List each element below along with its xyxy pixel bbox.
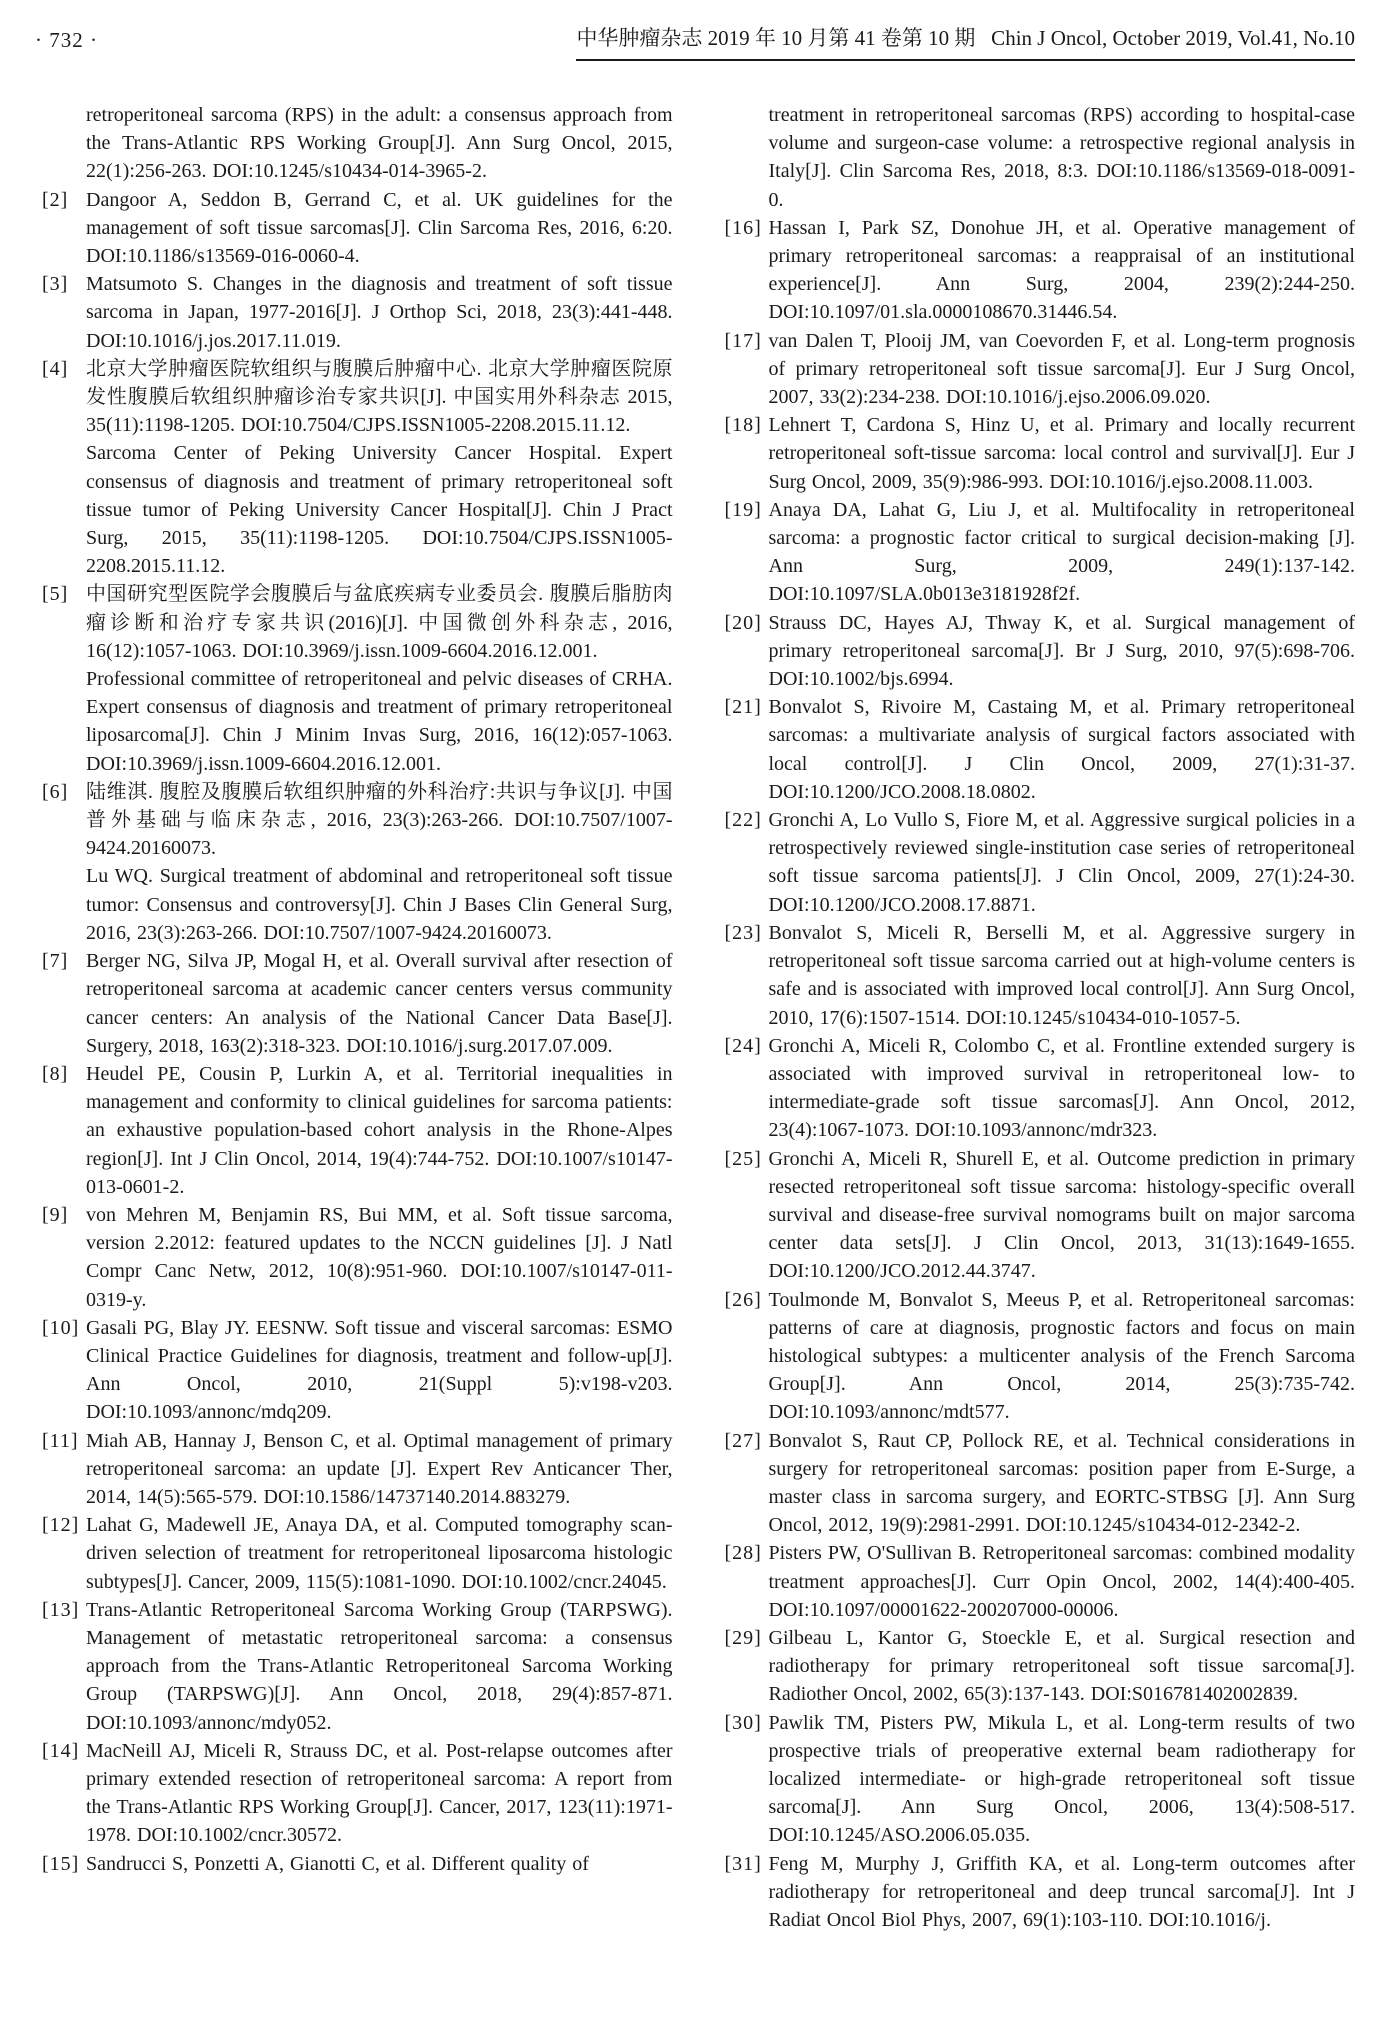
reference-text: Pisters PW, O'Sullivan B. Retroperitoneal sarcomas: combined modality treatment approaches[J]. Curr Opin Oncol, 2002, 14(4):400-405. DOI:10.1097/00001622-200207000-00006. xyxy=(768,1542,1355,1621)
reference-text: Lahat G, Madewell JE, Anaya DA, et al. Computed tomography scan-driven selection of treatment for retroperitoneal liposarcoma histologic subtypes[J]. Cancer, 2009, 115(5):1081-1090. DOI:10.1002/cncr.24045. xyxy=(86,1514,673,1593)
reference-item xyxy=(725,327,1356,412)
reference-item xyxy=(725,1145,1356,1286)
reference-text: Matsumoto S. Changes in the diagnosis and treatment of soft tissue sarcoma in Japan, 1977-2016[J]. J Orthop Sci, 2018, 23(3):441-448. DOI:10.1016/j.jos.2017.11.019. xyxy=(86,273,673,352)
reference-text: Miah AB, Hannay J, Benson C, et al. Optimal management of primary retroperitoneal sarcoma: an update [J]. Expert Rev Anticancer Ther, 2014, 14(5):565-579. DOI:10.1586/14737140.2014.883279. xyxy=(86,1429,673,1508)
reference-text: van Dalen T, Plooij JM, van Coevorden F, et al. Long-term prognosis of primary retroperitoneal soft tissue sarcoma[J]. Eur J Surg Oncol, 2007, 33(2):234-238. DOI:10.1016/j.ejso.2006.09.020. xyxy=(768,329,1355,409)
reference-text: 中国研究型医院学会腹膜后与盆底疾病专业委员会. 腹膜后脂肪肉瘤诊断和治疗专家共识(2016)[J]. 中国微创外科杂志, 2016, 16(12):1057-1063. DOI:10.3969/j.issn.1009-6604.2016.12.001. xyxy=(86,583,673,662)
journal-title-line: 中华肿瘤杂志 2019 年 10 月第 41 卷第 10 期 Chin J Oncol, October 2019, Vol.41, No.10 xyxy=(576,22,1355,61)
reference-item xyxy=(42,1850,673,1878)
reference-item xyxy=(725,496,1356,609)
references-left-column xyxy=(42,101,673,1934)
reference-text: Toulmonde M, Bonvalot S, Meeus P, et al. Retroperitoneal sarcomas: patterns of care at diagnosis, prognostic factors and focus on main histological subtypes: a multicenter analysis of the French Sarcoma Group[J]. Ann Oncol, 2014, 25(3):735-742. DOI:10.1093/annonc/mdt577. xyxy=(768,1288,1355,1424)
reference-text: Strauss DC, Hayes AJ, Thway K, et al. Surgical management of primary retroperitoneal sarcoma[J]. Br J Surg, 2010, 97(5):698-706. DOI:10.1002/bjs.6994. xyxy=(768,611,1355,691)
reference-text: Gilbeau L, Kantor G, Stoeckle E, et al. Surgical resection and radiotherapy for primary retroperitoneal soft tissue sarcoma[J]. Radiother Oncol, 2002, 65(3):137-143. DOI:S016781402002839. xyxy=(768,1626,1355,1706)
page-header xyxy=(0,0,1393,61)
reference-item xyxy=(42,1511,673,1596)
reference-text: 陆维淇. 腹腔及腹膜后软组织肿瘤的外科治疗:共识与争议[J]. 中国普外基础与临床杂志, 2016, 23(3):263-266. DOI:10.7507/1007-9424.20160073. xyxy=(86,780,673,860)
reference-number: [5] xyxy=(42,583,69,606)
reference-text: retroperitoneal sarcoma (RPS) in the adult: a consensus approach from the Trans-Atlantic RPS Working Group[J]. Ann Surg Oncol, 2015, 22(1):256-263. DOI:10.1245/s10434-014-3965-2. xyxy=(86,104,673,183)
reference-number: [26] xyxy=(724,1288,762,1311)
reference-item xyxy=(42,1737,673,1850)
reference-number: [20] xyxy=(724,611,762,634)
reference-item xyxy=(725,1709,1356,1850)
reference-number: [11] xyxy=(42,1429,79,1452)
reference-item xyxy=(42,580,673,665)
reference-item xyxy=(42,1427,673,1512)
reference-number: [21] xyxy=(724,696,762,719)
reference-text: Heudel PE, Cousin P, Lurkin A, et al. Territorial inequalities in management and conformity to clinical guidelines for sarcoma patients: an exhaustive population-based cohort analysis in the Rhone-Alpes region[J]. Int J Clin Oncol, 2014, 19(4):744-752. DOI:10.1007/s10147-013-0601-2. xyxy=(86,1062,673,1198)
page-number: · 732 · xyxy=(35,28,98,52)
reference-text: Anaya DA, Lahat G, Liu J, et al. Multifocality in retroperitoneal sarcoma: a prognostic factor critical to surgical decision-making [J]. Ann Surg, 2009, 249(1):137-142. DOI:10.1097/SLA.0b013e3181928f2f. xyxy=(768,498,1355,606)
reference-text: Professional committee of retroperitoneal and pelvic diseases of CRHA. Expert consensus of diagnosis and treatment of primary retroperitoneal liposarcoma[J]. Chin J Minim Invas Surg, 2016, 16(12):057-1063. DOI:10.3969/j.issn.1009-6604.2016.12.001. xyxy=(86,668,673,775)
reference-item xyxy=(42,186,673,271)
reference-number: [6] xyxy=(42,780,69,803)
references-right-column xyxy=(725,101,1356,1934)
reference-text: Gronchi A, Miceli R, Shurell E, et al. Outcome prediction in primary resected retroperitoneal soft tissue sarcoma: histology-specific overall survival and disease-free survival nomograms built on major sarcoma center data sets[J]. J Clin Oncol, 2013, 31(13):1649-1655. DOI:10.1200/JCO.2012.44.3747. xyxy=(768,1147,1355,1283)
reference-text: Bonvalot S, Miceli R, Berselli M, et al. Aggressive surgery in retroperitoneal soft tissue sarcoma carried out at high-volume centers is safe and is associated with improved local control[J]. Ann Surg Oncol, 2010, 17(6):1507-1514. DOI:10.1245/s10434-010-1057-5. xyxy=(768,921,1355,1029)
reference-item xyxy=(725,693,1356,806)
reference-text: Gasali PG, Blay JY. EESNW. Soft tissue and visceral sarcomas: ESMO Clinical Practice Guidelines for diagnosis, treatment and follow-up[J]. Ann Oncol, 2010, 21(Suppl 5):v198-v203. DOI:10.1093/annonc/mdq209. xyxy=(86,1316,673,1424)
reference-number: [8] xyxy=(42,1062,69,1085)
reference-item xyxy=(725,411,1356,496)
reference-text: von Mehren M, Benjamin RS, Bui MM, et al. Soft tissue sarcoma, version 2.2012: featured updates to the NCCN guidelines [J]. J Natl Compr Canc Netw, 2012, 10(8):951-960. DOI:10.1007/s10147-011-0319-y. xyxy=(86,1203,673,1311)
reference-text: Pawlik TM, Pisters PW, Mikula L, et al. Long-term results of two prospective trials of preoperative external beam radiotherapy for localized intermediate- or high-grade retroperitoneal soft tissue sarcoma[J]. Ann Surg Oncol, 2006, 13(4):508-517. DOI:10.1245/ASO.2006.05.035. xyxy=(768,1711,1355,1847)
reference-text: Lu WQ. Surgical treatment of abdominal and retroperitoneal soft tissue tumor: Consensus and controversy[J]. Chin J Bases Clin General Surg, 2016, 23(3):263-266. DOI:10.7507/1007-9424.20160073. xyxy=(86,865,673,944)
reference-text: Gronchi A, Miceli R, Colombo C, et al. Frontline extended surgery is associated with improved survival in retroperitoneal low- to intermediate-grade soft tissue sarcomas[J]. Ann Oncol, 2012, 23(4):1067-1073. DOI:10.1093/annonc/mdr323. xyxy=(768,1034,1355,1142)
reference-number: [10] xyxy=(42,1316,80,1339)
reference-number: [24] xyxy=(724,1034,762,1057)
reference-item xyxy=(42,101,673,186)
reference-item xyxy=(42,439,673,580)
reference-number: [23] xyxy=(724,921,762,944)
reference-text: Lehnert T, Cardona S, Hinz U, et al. Primary and locally recurrent retroperitoneal soft-tissue sarcoma: local control and survival[J]. Eur J Surg Oncol, 2009, 35(9):986-993. DOI:10.1016/j.ejso.2008.11.003. xyxy=(768,414,1355,493)
reference-text: Dangoor A, Seddon B, Gerrand C, et al. UK guidelines for the management of soft tissue sarcomas[J]. Clin Sarcoma Res, 2016, 6:20. DOI:10.1186/s13569-016-0060-4. xyxy=(86,188,673,268)
reference-number: [19] xyxy=(724,498,762,521)
reference-item xyxy=(42,778,673,863)
reference-number: [4] xyxy=(42,357,69,380)
reference-number: [2] xyxy=(42,188,69,211)
reference-number: [18] xyxy=(724,414,762,437)
reference-item xyxy=(42,1201,673,1314)
reference-number: [30] xyxy=(724,1711,762,1734)
reference-number: [28] xyxy=(724,1542,762,1565)
reference-number: [12] xyxy=(42,1514,80,1537)
reference-text: MacNeill AJ, Miceli R, Strauss DC, et al. Post-relapse outcomes after primary extended resection of retroperitoneal sarcoma: A report from the Trans-Atlantic RPS Working Group[J]. Cancer, 2017, 123(11):1971-1978. DOI:10.1002/cncr.30572. xyxy=(86,1739,673,1847)
reference-item xyxy=(725,1286,1356,1427)
reference-text: 北京大学肿瘤医院软组织与腹膜后肿瘤中心. 北京大学肿瘤医院原发性腹膜后软组织肿瘤诊治专家共识[J]. 中国实用外科杂志 2015, 35(11):1198-1205. DOI:10.7504/CJPS.ISSN1005-2208.2015.11.12. xyxy=(86,357,673,437)
reference-number: [31] xyxy=(724,1852,762,1875)
reference-item xyxy=(725,1032,1356,1145)
reference-text: Sandrucci S, Ponzetti A, Gianotti C, et al. Different quality of xyxy=(86,1852,589,1875)
reference-item xyxy=(725,1850,1356,1935)
reference-item xyxy=(725,919,1356,1032)
reference-number: [25] xyxy=(724,1147,762,1170)
references-section xyxy=(0,101,1393,1934)
reference-item xyxy=(42,665,673,778)
reference-item xyxy=(725,1624,1356,1709)
reference-item xyxy=(42,355,673,440)
reference-number: [7] xyxy=(42,950,69,973)
reference-item xyxy=(42,270,673,355)
reference-number: [29] xyxy=(724,1626,762,1649)
reference-number: [15] xyxy=(42,1852,80,1875)
reference-item xyxy=(42,947,673,1060)
reference-text: treatment in retroperitoneal sarcomas (RPS) according to hospital-case volume and surgeon-case volume: a retrospective regional analysis in Italy[J]. Clin Sarcoma Res, 2018, 8:3. DOI:10.1186/s13569-018-0091-0. xyxy=(768,104,1355,211)
reference-number: [13] xyxy=(42,1598,80,1621)
reference-text: Trans-Atlantic Retroperitoneal Sarcoma Working Group (TARPSWG). Management of metastatic retroperitoneal sarcoma: a consensus approach from the Trans-Atlantic Retroperitoneal Sarcoma Working Group (TARPSWG)[J]. Ann Oncol, 2018, 29(4):857-871. DOI:10.1093/annonc/mdy052. xyxy=(86,1598,673,1734)
reference-item xyxy=(42,1314,673,1427)
reference-item xyxy=(42,862,673,947)
reference-item xyxy=(42,1596,673,1737)
reference-number: [14] xyxy=(42,1739,80,1762)
reference-item xyxy=(42,1060,673,1201)
reference-item xyxy=(725,101,1356,214)
reference-text: Hassan I, Park SZ, Donohue JH, et al. Operative management of primary retroperitoneal sarcomas: a reappraisal of an institutional experience[J]. Ann Surg, 2004, 239(2):244-250. DOI:10.1097/01.sla.0000108670.31446.54. xyxy=(768,216,1355,324)
reference-item xyxy=(725,609,1356,694)
reference-number: [17] xyxy=(724,329,762,352)
reference-text: Bonvalot S, Rivoire M, Castaing M, et al. Primary retroperitoneal sarcomas: a multivariate analysis of surgical factors associated with local control[J]. J Clin Oncol, 2009, 27(1):31-37. DOI:10.1200/JCO.2008.18.0802. xyxy=(768,696,1355,803)
reference-item xyxy=(725,806,1356,919)
reference-text: Feng M, Murphy J, Griffith KA, et al. Long-term outcomes after radiotherapy for retroperitoneal and deep truncal sarcoma[J]. Int J Radiat Oncol Biol Phys, 2007, 69(1):103-110. DOI:10.1016/j. xyxy=(768,1852,1355,1931)
reference-number: [16] xyxy=(724,216,762,239)
reference-text: Gronchi A, Lo Vullo S, Fiore M, et al. Aggressive surgical policies in a retrospectively reviewed single-institution case series of retroperitoneal soft tissue sarcoma patients[J]. J Clin Oncol, 2009, 27(1):24-30. DOI:10.1200/JCO.2008.17.8871. xyxy=(768,809,1355,916)
reference-text: Sarcoma Center of Peking University Cancer Hospital. Expert consensus of diagnosis and treatment of primary retroperitoneal soft tissue tumor of Peking University Cancer Hospital[J]. Chin J Pract Surg, 2015, 35(11):1198-1205. DOI:10.7504/CJPS.ISSN1005-2208.2015.11.12. xyxy=(86,442,673,578)
reference-number: [27] xyxy=(724,1429,762,1452)
reference-item xyxy=(725,1427,1356,1540)
reference-text: Bonvalot S, Raut CP, Pollock RE, et al. Technical considerations in surgery for retroperitoneal sarcomas: position paper from E-Surge, a master class in sarcoma surgery, and EORTC-STBSG [J]. Ann Surg Oncol, 2012, 19(9):2981-2991. DOI:10.1245/s10434-012-2342-2. xyxy=(768,1429,1355,1537)
reference-item xyxy=(725,214,1356,327)
reference-number: [9] xyxy=(42,1203,69,1226)
reference-number: [22] xyxy=(724,809,762,832)
reference-item xyxy=(725,1539,1356,1624)
reference-text: Berger NG, Silva JP, Mogal H, et al. Overall survival after resection of retroperitoneal sarcoma at academic cancer centers versus community cancer centers: An analysis of the National Cancer Data Base[J]. Surgery, 2018, 163(2):318-323. DOI:10.1016/j.surg.2017.07.009. xyxy=(86,950,673,1057)
reference-number: [3] xyxy=(42,273,69,296)
